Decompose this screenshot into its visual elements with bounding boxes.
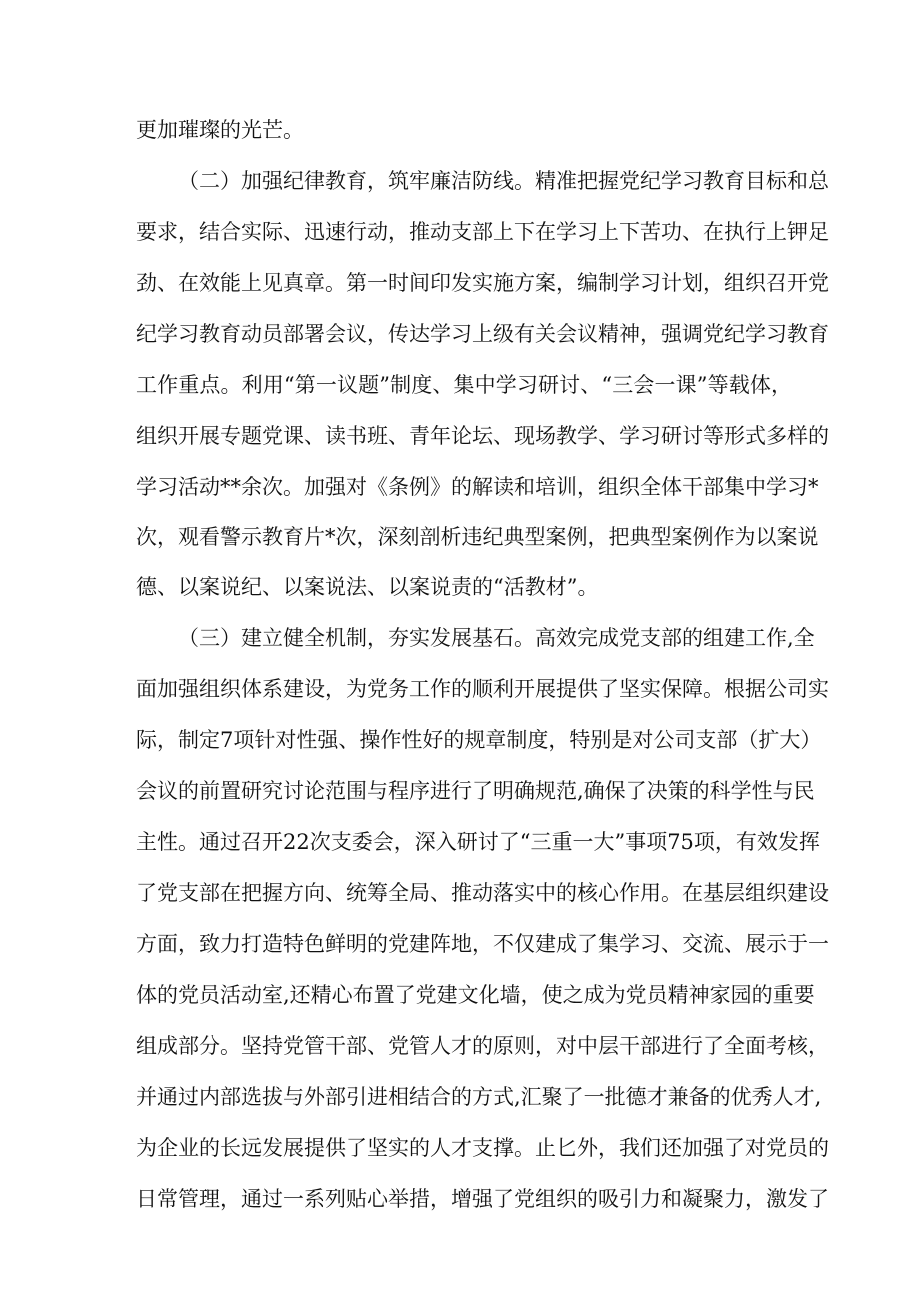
- text-line: 日常管理，通过一系列贴心举措，增强了党组织的吸引力和凝聚力，激发了: [136, 1187, 829, 1211]
- text-line: 主性。通过召开22次支委会，深入研讨了“三重一大”事项75项，有效发挥: [136, 830, 820, 854]
- text-line: 工作重点。利用“第一议题”制度、集中学习研讨、“三会一课”等载体，: [136, 373, 792, 397]
- text-line: 体的党员活动室,还精心布置了党建文化墙，使之成为党员精神家园的重要: [136, 983, 815, 1007]
- text-line: 更加璀璨的光芒。: [136, 118, 304, 142]
- text-line: 会议的前置研究讨论范围与程序进行了明确规范,确保了决策的科学性与民: [136, 779, 815, 803]
- text-line: 要求，结合实际、迅速行动，推动支部上下在学习上下苦功、在执行上钾足: [136, 220, 829, 244]
- text-line: 组织开展专题党课、读书班、青年论坛、现场教学、学习研讨等形式多样的: [136, 424, 829, 448]
- text-line: 学习活动**余次。加强对《条例》的解读和培训，组织全体干部集中学习*: [136, 475, 819, 499]
- text-line: 为企业的长远发展提供了坚实的人才支撑。止匕外，我们还加强了对党员的: [136, 1136, 829, 1160]
- section-heading-line: （二）加强纪律教育，筑牢廉洁防线。精准把握党纪学习教育目标和总: [178, 169, 829, 193]
- text-line: 纪学习教育动员部署会议，传达学习上级有关会议精神，强调党纪学习教育: [136, 322, 829, 346]
- text-line: 了党支部在把握方向、统筹全局、推动落实中的核心作用。在基层组织建设: [136, 881, 829, 905]
- text-line: 际，制定7项针对性强、操作性好的规章制度，特别是对公司支部（扩大）: [136, 728, 822, 752]
- text-line: 组成部分。坚持党管干部、党管人才的原则，对中层干部进行了全面考核，: [136, 1034, 829, 1058]
- text-line: 德、以案说纪、以案说法、以案说责的“活教材”。: [136, 575, 599, 599]
- text-line: 劲、在效能上见真章。第一时间印发实施方案，编制学习计划，组织召开党: [136, 271, 829, 295]
- text-line: 面加强组织体系建设，为党务工作的顺利开展提供了坚实保障。根据公司实: [136, 677, 829, 701]
- text-line: 次，观看警示教育片*次，深刻剖析违纪典型案例，把典型案例作为以案说: [136, 525, 819, 549]
- section-heading-line: （三）建立健全机制，夯实发展基石。高效完成党支部的组建工作,全: [178, 626, 815, 650]
- text-line: 并通过内部选拔与外部引进相结合的方式,汇聚了一批德才兼备的优秀人才,: [136, 1085, 822, 1109]
- text-line: 方面，致力打造特色鲜明的党建阵地，不仅建成了集学习、交流、展示于一: [136, 932, 829, 956]
